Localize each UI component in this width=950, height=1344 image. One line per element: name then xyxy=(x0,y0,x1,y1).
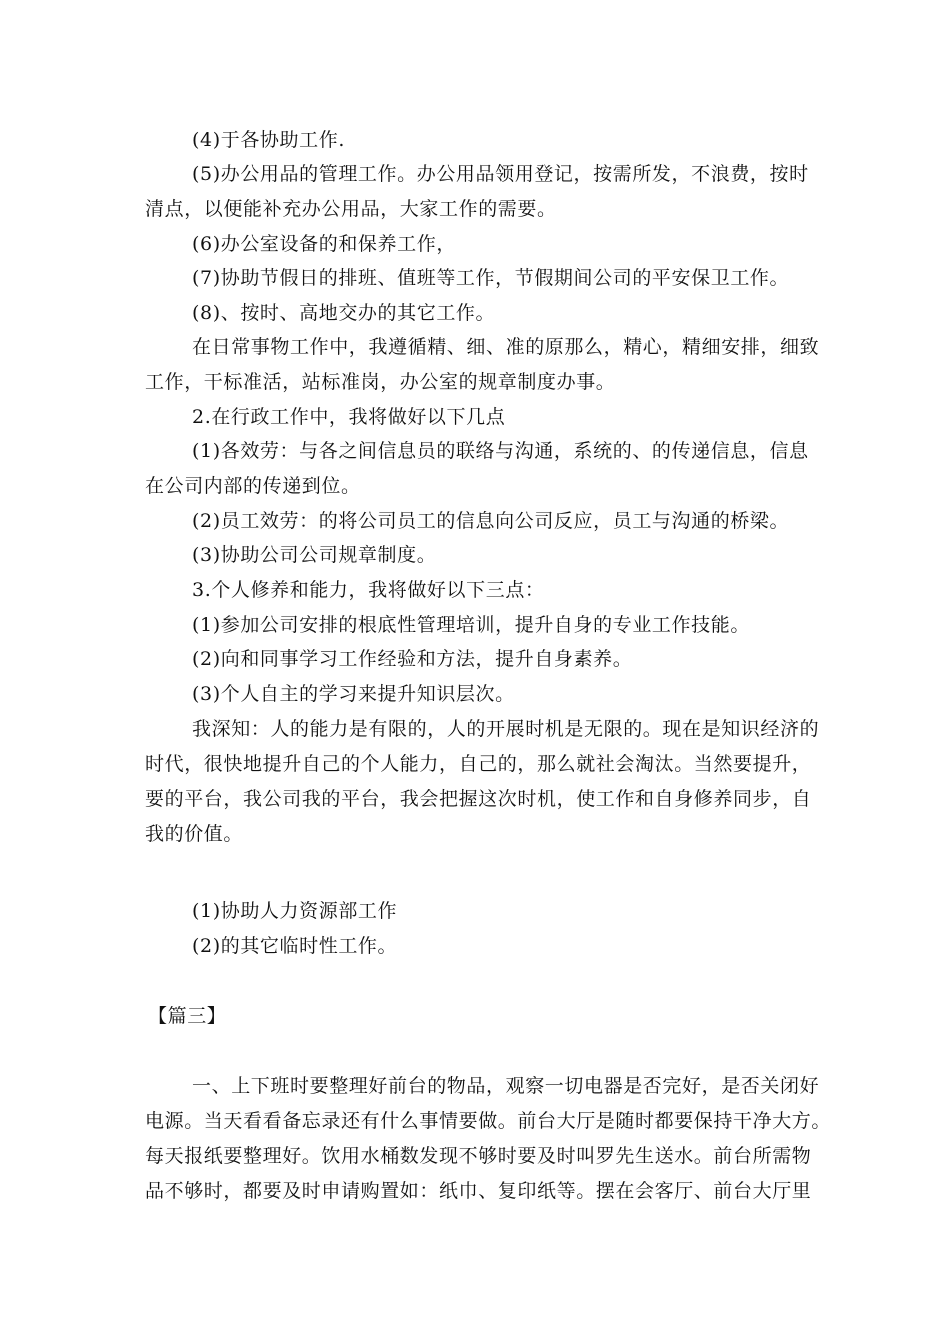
text-line: (1)协助人力资源部工作 xyxy=(192,900,398,922)
text-line: 清点，以便能补充办公用品，大家工作的需要。 xyxy=(145,198,557,220)
text-line: 我深知：人的能力是有限的，人的开展时机是无限的。现在是知识经济的 xyxy=(192,718,820,740)
section-heading: 【篇三】 xyxy=(148,1005,227,1027)
text-line: (4)于各协助工作. xyxy=(192,129,345,151)
text-line: 我的价值。 xyxy=(145,823,244,845)
text-line: 电源。当天看看备忘录还有什么事情要做。前台大厅是随时都要保持干净大方。 xyxy=(145,1110,832,1132)
text-line: 每天报纸要整理好。饮用水桶数发现不够时要及时叫罗先生送水。前台所需物 xyxy=(145,1145,812,1167)
text-line: (1)参加公司安排的根底性管理培训，提升自身的专业工作技能。 xyxy=(192,614,750,636)
text-line: (5)办公用品的管理工作。办公用品领用登记，按需所发，不浪费，按时 xyxy=(192,163,809,185)
text-line: (8)、按时、高地交办的其它工作。 xyxy=(192,302,496,324)
text-line: 工作，干标准活，站标准岗，办公室的规章制度办事。 xyxy=(145,371,616,393)
text-line: (3)协助公司公司规章制度。 xyxy=(192,544,437,566)
text-line: (2)的其它临时性工作。 xyxy=(192,935,398,957)
text-line: (7)协助节假日的排班、值班等工作，节假期间公司的平安保卫工作。 xyxy=(192,267,790,289)
text-line: 一、上下班时要整理好前台的物品，观察一切电器是否完好，是否关闭好 xyxy=(192,1075,820,1097)
text-line: 3.个人修养和能力，我将做好以下三点： xyxy=(192,579,545,601)
text-line: 在日常事物工作中，我遵循精、细、准的原那么，精心，精细安排，细致 xyxy=(192,336,820,358)
text-line: (2)向和同事学习工作经验和方法，提升自身素养。 xyxy=(192,648,633,670)
text-line: 要的平台，我公司我的平台，我会把握这次时机，使工作和自身修养同步，自 xyxy=(145,788,812,810)
text-line: 时代，很快地提升自己的个人能力，自己的，那么就社会淘汰。当然要提升， xyxy=(145,753,812,775)
text-line: 2.在行政工作中，我将做好以下几点 xyxy=(192,406,506,428)
text-line: (1)各效劳：与各之间信息员的联络与沟通，系统的、的传递信息，信息 xyxy=(192,440,809,462)
text-line: 品不够时，都要及时申请购置如：纸巾、复印纸等。摆在会客厅、前台大厅里 xyxy=(145,1180,812,1202)
text-line: 在公司内部的传递到位。 xyxy=(145,475,361,497)
text-line: (2)员工效劳：的将公司员工的信息向公司反应，员工与沟通的桥梁。 xyxy=(192,510,790,532)
text-line: (3)个人自主的学习来提升知识层次。 xyxy=(192,683,515,705)
text-line: (6)办公室设备的和保养工作， xyxy=(192,233,456,255)
